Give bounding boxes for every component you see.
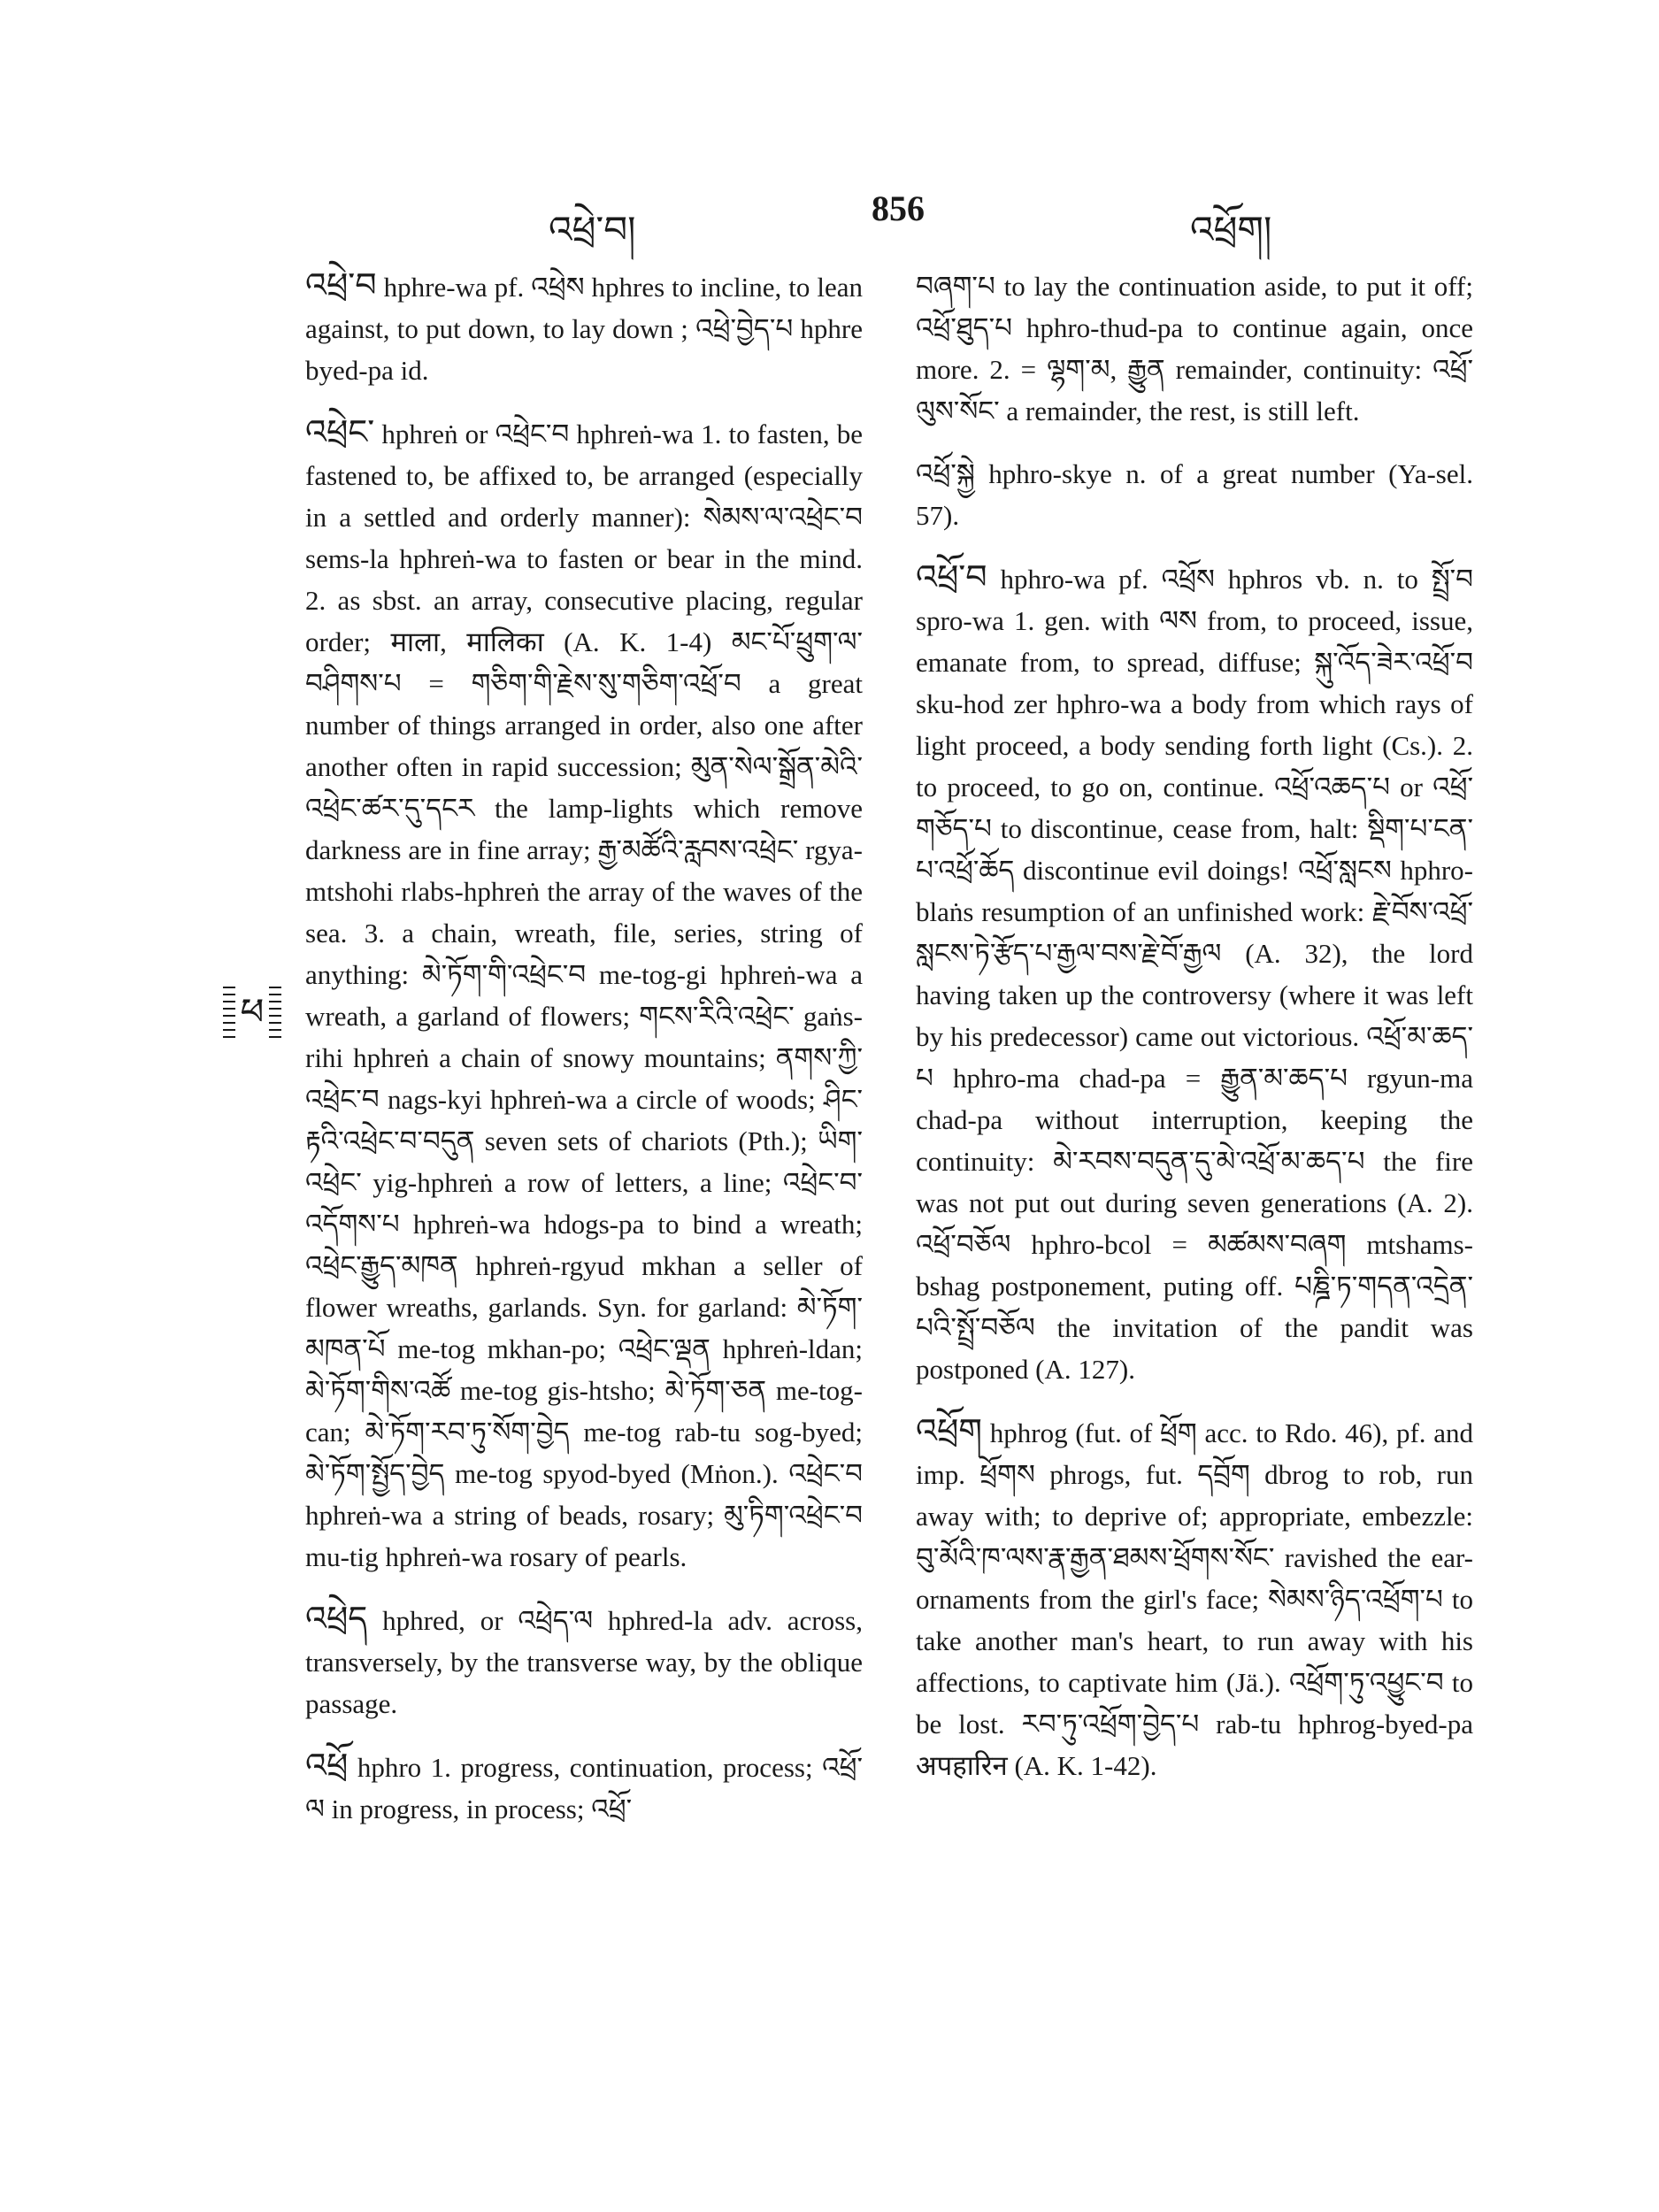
right-column	[916, 265, 1473, 1808]
entry-text: hphre-wa pf. འཕྲེས hphres to incline, to lean against, to put down, to lay down ; འཕྲེ་བྱེད་པ hphre byed-pa id.	[305, 272, 863, 386]
entry-hphro-continued	[916, 265, 1473, 432]
page-number: 856	[872, 188, 925, 228]
entry-hphrog	[916, 1411, 1473, 1786]
entry-hphro-skye	[916, 453, 1473, 536]
entry-text: hphrog (fut. of ཕྲོག acc. to Rdo. 46), pf. and imp. ཕྲོགས phrogs, fut. དབྲོག dbrog to rob, run away with; to deprive of; appropriate, embezzle: བུ་མོའི་ཁ་ལས་རྣ་རྒྱན་ཐམས་ཕྲོགས་སོང་ ravished the ear-ornaments from the girl's face; སེམས་ཉིད་འཕྲོག་པ to take another man's heart, to run away with his affections, to captivate him (Jä.). འཕྲོག་ཏུ་འཕྱུང་བ to be lost. རབ་ཏུ་འཕྲོག་བྱེད་པ rab-tu hphrog-byed-pa अपहारिन (A. K. 1-42).	[916, 1417, 1473, 1781]
headword: འཕྲོ་བ	[916, 559, 987, 596]
entry-hphred	[305, 1599, 863, 1724]
headword: འཕྲེང་	[305, 414, 375, 451]
entry-text: hphred, or འཕྲེད་ལ hphred-la adv. across, transversely, by the transverse way, by the oblique passage.	[305, 1605, 863, 1719]
entry-text: hphro-wa pf. འཕྲོས hphros vb. n. to སྤྲོ་བ spro-wa 1. gen. with ལས from, to proceed, issue, emanate from, to spread, diffuse; སྐུ་འོད་ཟེར་འཕྲོ་བ sku-hod zer hphro-wa a body from which rays of light proceed, a body sending forth light (Cs.). 2. to proceed, to go on, continue. འཕྲོ་འཆད་པ or འཕྲོ་གཅོད་པ to discontinue, cease from, halt: སྡིག་པ་ངན་པ་འཕྲོ་ཆོད discontinue evil doings! འཕྲོ་སླངས hphro-blaṅs resumption of an unfinished work: རྗེ་བོས་འཕྲོ་སླངས་ཏེ་རྩོད་པ་རྒྱལ་བས་རྗེ་བོ་རྒྱལ (A. 32), the lord having taken up the controversy (where it was left by his predecessor) came out victorious. འཕྲོ་མ་ཆད་པ hphro-ma chad-pa = རྒྱུན་མ་ཆད་པ rgyun-ma chad-pa without interruption, keeping the continuity: མེ་རབས་བདུན་དུ་མེ་འཕྲོ་མ་ཆད་པ the fire was not put out during seven generations (A. 2). འཕྲོ་བཅོལ hphro-bcol = མཚམས་བཞག mtshams-bshag postponement, puting off. པཎྜི་ཏ་གདན་འདྲེན་པའི་སྤྲོ་བཅོལ the invitation of the pandit was postponed (A. 127).	[916, 564, 1473, 1385]
headword: འཕྲེ་བ	[305, 267, 377, 304]
headword: འཕྲོག	[916, 1413, 983, 1450]
entry-text: hphreṅ or འཕྲེང་བ hphreṅ-wa 1. to fasten, be fastened to, be affixed to, be arranged (especially in a settled and orderly manner): སེམས་ལ་འཕྲེང་བ sems-la hphreṅ-wa to fasten or bear in the mind. 2. as sbst. an array, consecutive placing, regular order; माला, मालिका (A. K. 1-4) མང་པོ་ཕྲུག་ལ་བཤིགས་པ = གཅིག་གི་རྗེས་སུ་གཅིག་འཕྲོ་བ a great number of things arranged in order, also one after another often in rapid succession; མུན་སེལ་སྒྲོན་མེའི་འཕྲེང་ཚར་དུ་དངར the lamp-lights which remove darkness are in fine array; རྒྱ་མཚོའི་རླབས་འཕྲེང་ rgya-mtshohi rlabs-hphreṅ the array of the waves of the sea. 3. a chain, wreath, file, series, string of anything: མེ་ཏོག་གི་འཕྲེང་བ me-tog-gi hphreṅ-wa a wreath, a garland of flowers; གངས་རིའི་འཕྲེང་ gaṅs-rihi hphreṅ a chain of snowy mountains; ནགས་ཀྱི་འཕྲེང་བ nags-kyi hphreṅ-wa a circle of woods; ཤིང་རྟའི་འཕྲེང་བ་བདུན seven sets of chariots (Pth.); ཡིག་འཕྲེང་ yig-hphreṅ a row of letters, a line; འཕྲེང་བ་འདོགས་པ hphreṅ-wa hdogs-pa to bind a wreath; འཕྲེང་རྒྱུད་མཁན hphreṅ-rgyud mkhan a seller of flower wreaths, garlands. Syn. for garland: མེ་ཏོག་མཁན་པོ me-tog mkhan-po; འཕྲེང་ལྡན hphreṅ-ldan; མེ་ཏོག་གིས་འཚོ me-tog gis-htsho; མེ་ཏོག་ཅན me-tog-can; མེ་ཏོག་རབ་ཏུ་སོག་བྱེད me-tog rab-tu sog-byed; མེ་ཏོག་སྤྱོད་བྱེད me-tog spyod-byed (Mṅon.). འཕྲེང་བ hphreṅ-wa a string of beads, rosary; མུ་ཏིག་འཕྲེང་བ mu-tig hphreṅ-wa rosary of pearls.	[305, 419, 863, 1572]
entry-hphro	[305, 1746, 863, 1830]
running-head-right: འཕྲོག།	[1190, 211, 1272, 251]
entry-hphre-wa	[305, 265, 863, 391]
entry-text: འཕྲོ་སྐྱེ hphro-skye n. of a great number (Ya-sel. 57).	[916, 458, 1473, 531]
margin-letter: ཕ	[240, 990, 265, 1033]
headword: འཕྲོ	[305, 1747, 349, 1785]
entry-hphren	[305, 412, 863, 1578]
bordered-letter-icon	[221, 982, 283, 1039]
left-column	[305, 265, 863, 1851]
entry-text: བཞག་པ to lay the continuation aside, to put it off; འཕྲོ་ཐུད་པ hphro-thud-pa to continue again, once more. 2. = ལྷག་མ, རྒྱུན remainder, continuity: འཕྲོ་ལུས་སོང་ a remainder, the rest, is still left.	[916, 271, 1473, 426]
entry-text: hphro 1. progress, continuation, process; འཕྲོ་ལ in progress, in process; འཕྲོ་	[305, 1752, 863, 1824]
running-head-left: འཕྲེ་བ།	[549, 211, 636, 251]
entry-hphro-wa	[916, 557, 1473, 1390]
headword: འཕྲེད	[305, 1601, 368, 1638]
